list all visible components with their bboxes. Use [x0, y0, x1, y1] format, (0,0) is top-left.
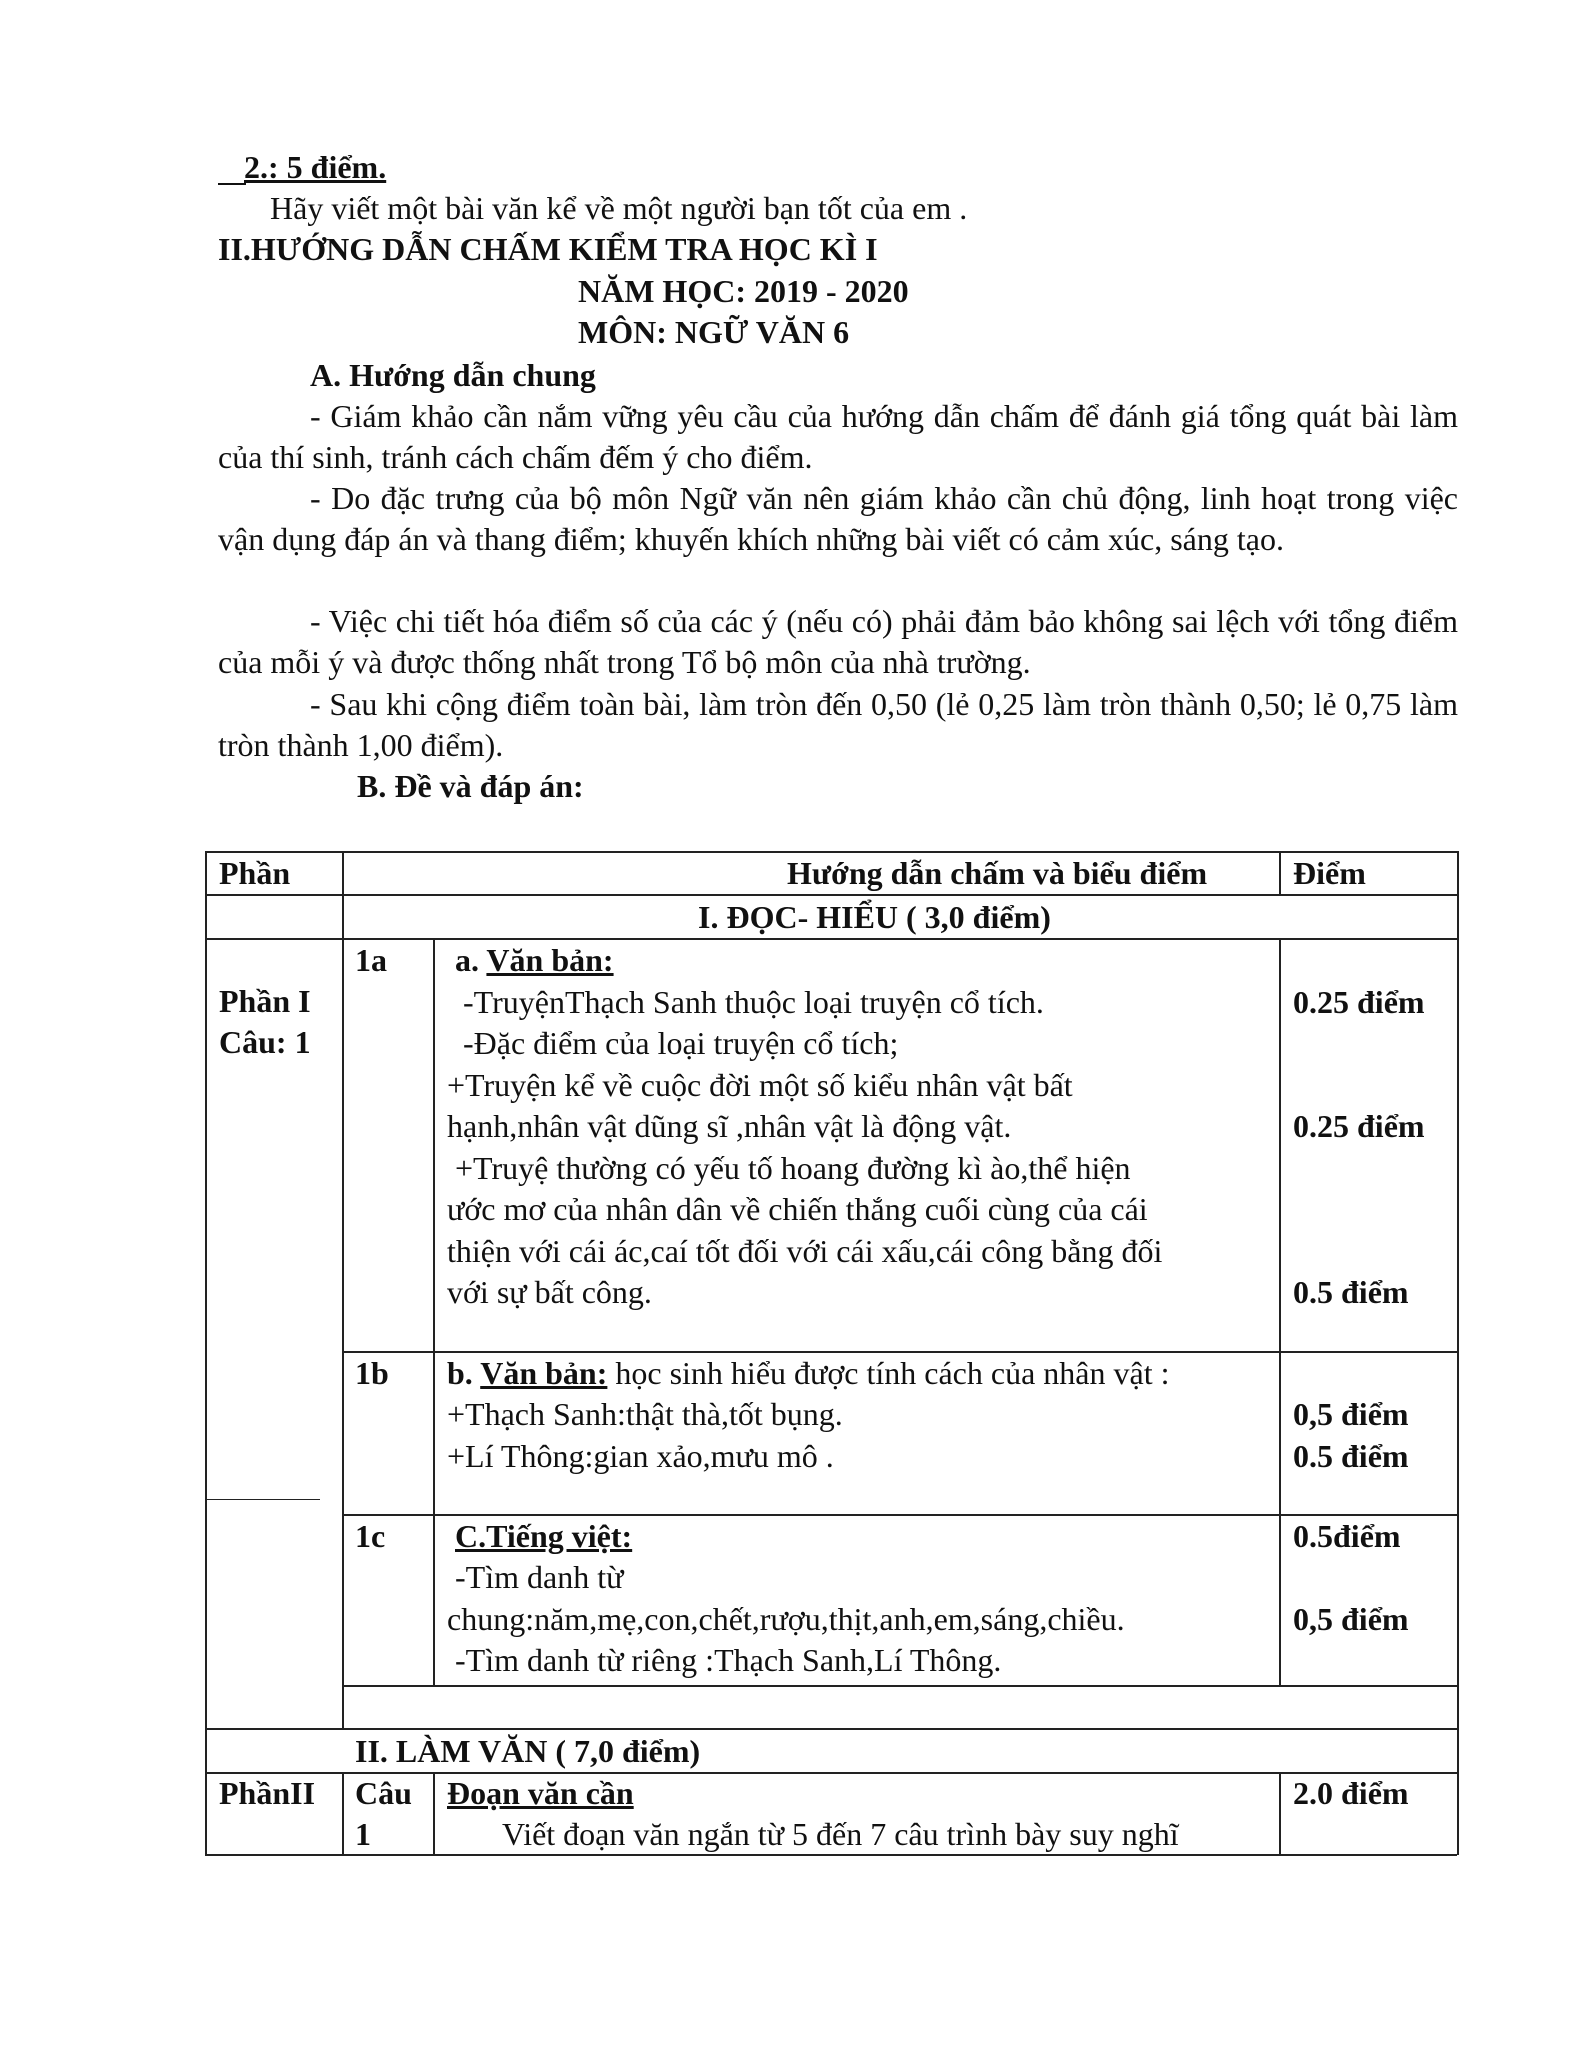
part-1-label: Phần I [219, 983, 311, 1019]
header-guide: Hướng dẫn chấm và biểu điểm [787, 855, 1208, 891]
header-score: Điểm [1293, 855, 1366, 891]
guide-paragraph-4: - Sau khi cộng điểm toàn bài, làm tròn đến 0,50 (lẻ 0,25 làm tròn thành 0,50; lẻ 0,75 làm tròn thành 1,00 điểm). [218, 686, 1458, 763]
guide-paragraph-3: - Việc chi tiết hóa điểm số của các ý (nếu có) phải đảm bảo không sai lệch với tổng điểm của mỗi ý và được thống nhất trong Tổ bộ môn của nhà trường. [218, 603, 1458, 680]
part-2-question-score: 2.0 điểm [1293, 1775, 1409, 1811]
section-reading: I. ĐỌC- HIỂU ( 3,0 điểm) [698, 899, 1051, 935]
guide-paragraph-2: - Do đặc trưng của bộ môn Ngữ văn nên giám khảo cần chủ động, linh hoạt trong việc vận dụng đáp án và thang điểm; khuyến khích những bài viết có cảm xúc, sáng tạo. [218, 480, 1458, 557]
row-1c-line-2: chung:năm,mẹ,con,chết,rượu,thịt,anh,em,sáng,chiều. [447, 1601, 1125, 1637]
row-1b-number: 1b [355, 1355, 389, 1391]
question-2-label: 2.: 5 điểm. [244, 149, 387, 185]
exam-answer-heading: B. Đề và đáp án: [357, 768, 584, 804]
school-year: NĂM HỌC: 2019 - 2020 [578, 273, 909, 309]
part-2-question-number: 1 [355, 1816, 371, 1852]
row-1a-line-7: thiện với cái ác,caí tốt đối với cái xấu,cái công bằng đối [447, 1233, 1163, 1269]
part-2-question-text: Viết đoạn văn ngắn từ 5 đến 7 câu trình bày suy nghĩ [502, 1816, 1179, 1852]
row-1b-title: b. Văn bản: học sinh hiểu được tính cách của nhân vật : [447, 1355, 1170, 1391]
row-1c-line-1: -Tìm danh từ [455, 1559, 624, 1595]
part-2-label: PhầnII [219, 1775, 316, 1811]
row-1a-line-1: -TruyệnThạch Sanh thuộc loại truyện cổ tích. [463, 984, 1044, 1020]
row-1a-line-3: +Truyện kể về cuộc đời một số kiểu nhân vật bất [447, 1067, 1073, 1103]
subject: MÔN: NGỮ VĂN 6 [578, 314, 850, 350]
part-2-question-label: Câu [355, 1775, 412, 1811]
part-1-question: Câu: 1 [219, 1024, 311, 1060]
question-2-underline-lead [218, 183, 246, 185]
row-1c-line-3: -Tìm danh từ riêng :Thạch Sanh,Lí Thông. [455, 1642, 1002, 1678]
row-1a-line-2: -Đặc điểm của loại truyện cổ tích; [463, 1025, 899, 1061]
row-1a-score-2: 0.25 điểm [1293, 1108, 1425, 1144]
row-1a-line-6: ước mơ của nhân dân về chiến thắng cuối cùng của cái [447, 1191, 1148, 1227]
section-writing: II. LÀM VĂN ( 7,0 điểm) [355, 1733, 701, 1769]
row-1a-score-1: 0.25 điểm [1293, 984, 1425, 1020]
row-1a-score-3: 0.5 điểm [1293, 1274, 1409, 1310]
row-1a-title: a. Văn bản: [455, 942, 614, 978]
general-guide-heading: A. Hướng dẫn chung [310, 357, 596, 393]
row-1a-line-8: với sự bất công. [447, 1274, 652, 1310]
row-1b-score-2: 0.5 điểm [1293, 1438, 1409, 1474]
row-1b-line-1: +Thạch Sanh:thật thà,tốt bụng. [447, 1396, 843, 1432]
row-1c-title: C.Tiếng việt: [455, 1518, 633, 1554]
header-part: Phần [219, 855, 291, 891]
row-1c-score-2: 0,5 điểm [1293, 1601, 1409, 1637]
row-1c-score-1: 0.5điểm [1293, 1518, 1401, 1554]
part-2-question-title: Đoạn văn cần [447, 1775, 634, 1811]
answer-table [205, 851, 1457, 1855]
row-1c-number: 1c [355, 1518, 386, 1554]
row-1b-line-2: +Lí Thông:gian xảo,mưu mô . [447, 1438, 834, 1474]
row-1a-number: 1a [355, 942, 387, 978]
row-1a-line-5: +Truyệ thường có yếu tố hoang đường kì ào,thể hiện [455, 1150, 1131, 1186]
row-1b-score-1: 0,5 điểm [1293, 1396, 1409, 1432]
guide-paragraph-1: - Giám khảo cần nắm vững yêu cầu của hướng dẫn chấm để đánh giá tổng quát bài làm của thí sinh, tránh cách chấm đếm ý cho điểm. [218, 398, 1458, 475]
row-1a-line-4: hạnh,nhân vật dũng sĩ ,nhân vật là động vật. [447, 1108, 1012, 1144]
question-2-text: Hãy viết một bài văn kể về một người bạn tốt của em . [270, 190, 968, 226]
section-title: II.HƯỚNG DẪN CHẤM KIỂM TRA HỌC KÌ I [218, 231, 878, 267]
